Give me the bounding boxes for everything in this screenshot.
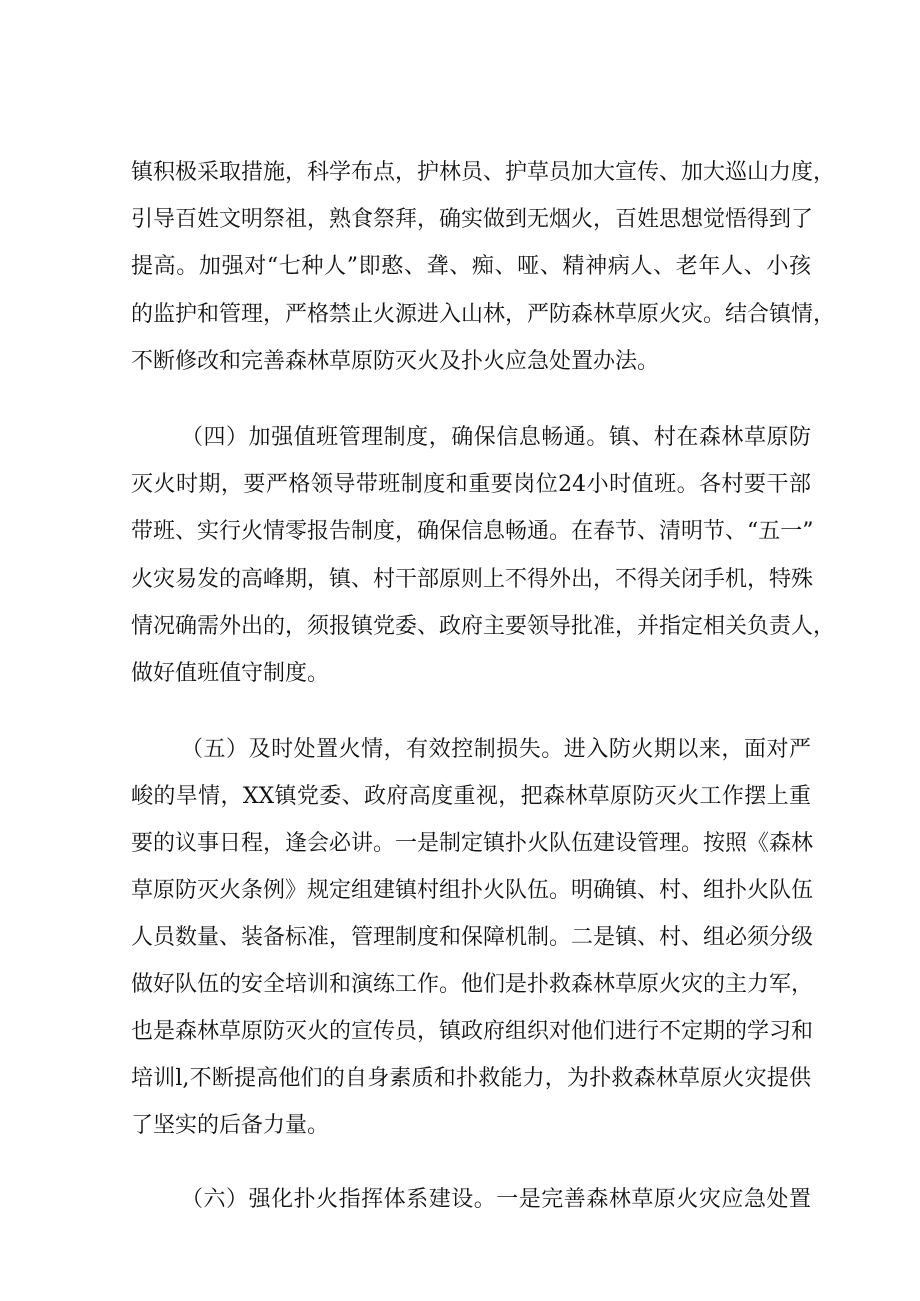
paragraph-heading-line: （五）及时处置火情，有效控制损失。进入防火期以来，面对严	[181, 737, 811, 762]
text-line: 培训l,不断提高他们的自身素质和扑救能力，为扑救森林草原火灾提供	[131, 1066, 811, 1091]
text-line: 镇积极采取措施，科学布点，护林员、护草员加大宣传、加大巡山力度，	[131, 160, 836, 185]
text-line: 要的议事日程，逢会必讲。一是制定镇扑火队伍建设管理。按照《森林	[131, 831, 814, 856]
text-line: 了坚实的后备力量。	[131, 1113, 330, 1138]
text-line: 草原防灭火条例》规定组建镇村组扑火队伍。明确镇、村、组扑火队伍	[131, 878, 814, 903]
text-line: 人员数量、装备标准，管理制度和保障机制。二是镇、村、组必须分级	[131, 925, 814, 950]
text-line: 不断修改和完善森林草原防灭火及扑火应急处置办法。	[131, 349, 660, 374]
text-line: 做好值班值守制度。	[131, 661, 330, 686]
paragraph-heading-line: （四）加强值班管理制度，确保信息畅通。镇、村在森林草原防	[181, 425, 811, 450]
text-line: 引导百姓文明祭祖，熟食祭拜，确实做到无烟火，百姓思想觉悟得到了	[131, 207, 814, 232]
text-line: 也是森林草原防灭火的宣传员，镇政府组织对他们进行不定期的学习和	[131, 1019, 814, 1044]
text-line: 提高。加强对“七种人”即憨、聋、痴、哑、精神病人、老年人、小孩	[131, 254, 811, 279]
paragraph-heading-line: （六）强化扑火指挥体系建设。一是完善森林草原火灾应急处置	[181, 1187, 811, 1212]
text-line: 峻的旱情，XX镇党委、政府高度重视，把森林草原防灭火工作摆上重	[131, 784, 811, 809]
text-line: 情况确需外出的，须报镇党委、政府主要领导批准，并指定相关负责人，	[131, 614, 836, 639]
text-line: 火灾易发的高峰期，镇、村干部原则上不得外出，不得关闭手机，特殊	[131, 567, 814, 592]
text-line: 灭火时期，要严格领导带班制度和重要岗位24小时值班。各村要干部	[131, 472, 811, 497]
text-line: 的监护和管理，严格禁止火源进入山林，严防森林草原火灾。结合镇情，	[131, 302, 836, 327]
text-line: 做好队伍的安全培训和演练工作。他们是扑救森林草原火灾的主力军，	[131, 972, 814, 997]
text-line: 带班、实行火情零报告制度，确保信息畅通。在春节、清明节、“五一”	[131, 519, 814, 544]
